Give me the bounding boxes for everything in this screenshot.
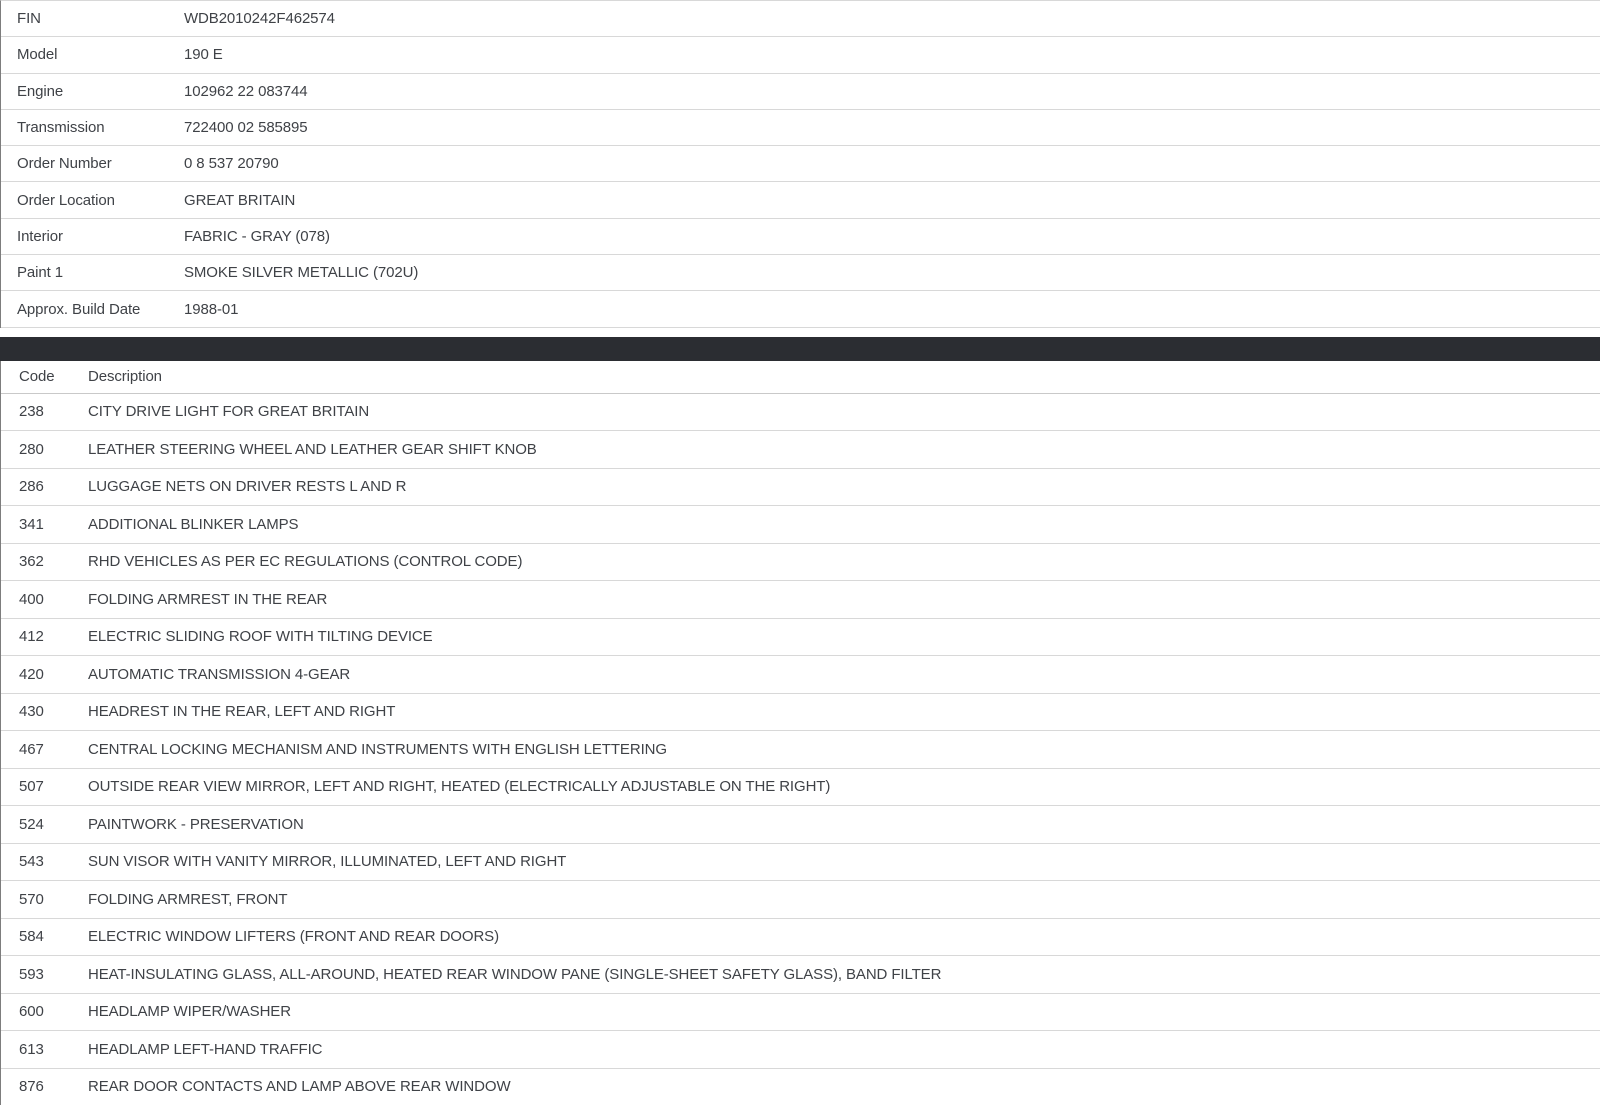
code-cell: 412 — [19, 628, 44, 646]
description-cell: CENTRAL LOCKING MECHANISM AND INSTRUMENTS WITH ENGLISH LETTERING — [88, 740, 667, 758]
description-cell: REAR DOOR CONTACTS AND LAMP ABOVE REAR WINDOW — [88, 1078, 511, 1096]
description-cell: HEADLAMP WIPER/WASHER — [88, 1003, 291, 1021]
section-divider-bar — [0, 337, 1600, 361]
vehicle-info-row — [1, 1, 1600, 37]
kv-value: WDB2010242F462574 — [184, 10, 335, 28]
kv-label: Approx. Build Date — [17, 300, 141, 318]
equipment-codes-table — [0, 361, 1600, 1105]
kv-label: Paint 1 — [17, 264, 63, 282]
code-row — [1, 581, 1600, 619]
kv-label: Interior — [17, 227, 63, 245]
kv-label: Model — [17, 46, 58, 64]
code-cell: 543 — [19, 853, 44, 871]
vehicle-info-table — [0, 0, 1600, 328]
description-cell: LEATHER STEERING WHEEL AND LEATHER GEAR SHIFT KNOB — [88, 440, 537, 458]
code-row — [1, 544, 1600, 582]
kv-value: FABRIC - GRAY (078) — [184, 227, 330, 245]
description-cell: ELECTRIC SLIDING ROOF WITH TILTING DEVICE — [88, 628, 433, 646]
description-cell: PAINTWORK - PRESERVATION — [88, 815, 304, 833]
code-cell: 430 — [19, 703, 44, 721]
description-cell: OUTSIDE REAR VIEW MIRROR, LEFT AND RIGHT, HEATED (ELECTRICALLY ADJUSTABLE ON THE RIGHT) — [88, 778, 831, 796]
description-cell: LUGGAGE NETS ON DRIVER RESTS L AND R — [88, 478, 407, 496]
code-column-header: Code — [19, 368, 55, 386]
code-cell: 507 — [19, 778, 44, 796]
description-column-header: Description — [88, 368, 162, 386]
code-row — [1, 806, 1600, 844]
kv-label: Transmission — [17, 119, 105, 137]
kv-label: FIN — [17, 10, 41, 28]
code-row — [1, 881, 1600, 919]
kv-value: 1988-01 — [184, 300, 239, 318]
kv-label: Order Location — [17, 191, 115, 209]
vehicle-info-row — [1, 219, 1600, 255]
description-cell: RHD VEHICLES AS PER EC REGULATIONS (CONTROL CODE) — [88, 553, 523, 571]
description-cell: ADDITIONAL BLINKER LAMPS — [88, 515, 299, 533]
code-row — [1, 619, 1600, 657]
description-cell: FOLDING ARMREST, FRONT — [88, 890, 288, 908]
description-cell: HEADREST IN THE REAR, LEFT AND RIGHT — [88, 703, 396, 721]
code-cell: 280 — [19, 440, 44, 458]
code-cell: 593 — [19, 965, 44, 983]
code-cell: 584 — [19, 928, 44, 946]
description-cell: HEADLAMP LEFT-HAND TRAFFIC — [88, 1040, 323, 1058]
codes-header-row — [1, 361, 1600, 394]
kv-value: GREAT BRITAIN — [184, 191, 296, 209]
code-row — [1, 956, 1600, 994]
code-cell: 420 — [19, 665, 44, 683]
code-cell: 570 — [19, 890, 44, 908]
code-cell: 524 — [19, 815, 44, 833]
code-row — [1, 844, 1600, 882]
kv-label: Engine — [17, 82, 64, 100]
code-row — [1, 731, 1600, 769]
description-cell: AUTOMATIC TRANSMISSION 4-GEAR — [88, 665, 351, 683]
code-row — [1, 1031, 1600, 1069]
code-row — [1, 506, 1600, 544]
kv-value: 0 8 537 20790 — [184, 155, 279, 173]
vehicle-info-row — [1, 146, 1600, 182]
code-cell: 362 — [19, 553, 44, 571]
vehicle-info-row — [1, 255, 1600, 291]
code-row — [1, 656, 1600, 694]
code-row — [1, 431, 1600, 469]
kv-value: 190 E — [184, 46, 223, 64]
vehicle-info-row — [1, 182, 1600, 218]
kv-value: 722400 02 585895 — [184, 119, 308, 137]
code-row — [1, 994, 1600, 1032]
description-cell: FOLDING ARMREST IN THE REAR — [88, 590, 328, 608]
code-row — [1, 919, 1600, 957]
description-cell: HEAT-INSULATING GLASS, ALL-AROUND, HEATED REAR WINDOW PANE (SINGLE-SHEET SAFETY GLASS), BAND FILTER — [88, 965, 942, 983]
vehicle-info-row — [1, 74, 1600, 110]
code-cell: 467 — [19, 740, 44, 758]
code-row — [1, 1069, 1600, 1105]
description-cell: SUN VISOR WITH VANITY MIRROR, ILLUMINATED, LEFT AND RIGHT — [88, 853, 567, 871]
vehicle-info-row — [1, 37, 1600, 73]
code-cell: 341 — [19, 515, 44, 533]
code-cell: 600 — [19, 1003, 44, 1021]
code-row — [1, 394, 1600, 432]
kv-value: SMOKE SILVER METALLIC (702U) — [184, 264, 419, 282]
description-cell: CITY DRIVE LIGHT FOR GREAT BRITAIN — [88, 403, 370, 421]
kv-value: 102962 22 083744 — [184, 82, 308, 100]
kv-label: Order Number — [17, 155, 112, 173]
code-cell: 238 — [19, 403, 44, 421]
code-cell: 876 — [19, 1078, 44, 1096]
code-row — [1, 694, 1600, 732]
vehicle-info-row — [1, 110, 1600, 146]
code-row — [1, 469, 1600, 507]
code-cell: 286 — [19, 478, 44, 496]
code-row — [1, 769, 1600, 807]
description-cell: ELECTRIC WINDOW LIFTERS (FRONT AND REAR DOORS) — [88, 928, 499, 946]
vehicle-info-row — [1, 291, 1600, 327]
code-cell: 400 — [19, 590, 44, 608]
code-cell: 613 — [19, 1040, 44, 1058]
